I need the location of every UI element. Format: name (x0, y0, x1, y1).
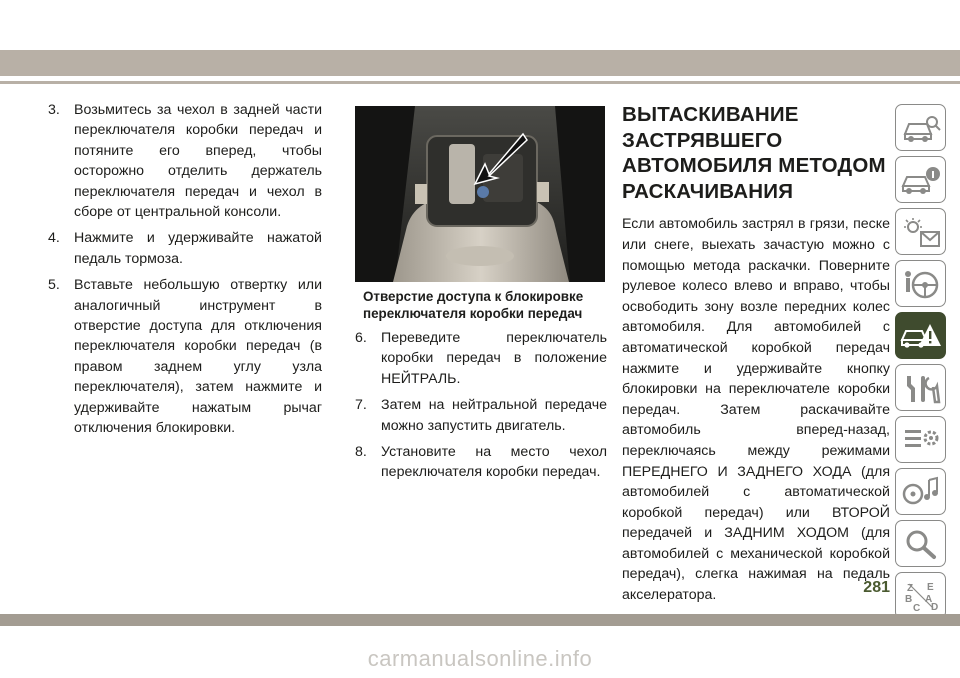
svg-text:E: E (926, 581, 934, 593)
tab-getting-to-know[interactable] (895, 156, 946, 203)
left-column (48, 100, 322, 445)
step-8 (355, 442, 607, 483)
chapter-tabs (895, 104, 948, 624)
step-text: Вставьте небольшую отвертку или аналогичный инструмент в отверстие доступа для отключения переключателя коробки передач (в правом заднем углу узла переключателя), затем нажмите и удерживайте нажатым рычаг отключения блокировки. (74, 277, 322, 437)
step-6 (355, 328, 607, 389)
tools-icon (901, 372, 941, 404)
svg-text:C: C (912, 602, 920, 612)
step-text: Возьмитесь за чехол в задней части переключателя коробки передач и потяните его вперед, чтобы осторожно отделить держатель переключателя передач и чехол в сборе от центральной консоли. (74, 102, 322, 221)
shifter-photo (355, 106, 605, 282)
tab-safety[interactable] (895, 260, 946, 307)
step-text: Установите на место чехол переключателя коробки передач. (381, 444, 607, 481)
step-number: 7. (355, 397, 367, 414)
car-info-icon (901, 164, 941, 196)
index-letters-icon (901, 580, 941, 612)
step-4 (48, 228, 322, 269)
step-text: Затем на нейтральной передаче можно запустить двигатель. (381, 397, 607, 434)
tab-customer-assistance[interactable] (895, 520, 946, 567)
step-5 (48, 275, 322, 438)
svg-text:D: D (930, 601, 938, 612)
step-number: 8. (355, 444, 367, 461)
tab-vehicle-overview[interactable] (895, 104, 946, 151)
car-search-icon (901, 112, 941, 144)
page-number: 281 (863, 579, 890, 596)
header-rule (0, 81, 960, 84)
step-number: 3. (48, 102, 60, 118)
photo-caption: Отверстие доступа к блокировке переключателя коробки передач (363, 289, 584, 321)
step-7 (355, 395, 607, 436)
music-nav-icon (901, 476, 941, 508)
step-number: 5. (48, 277, 60, 294)
watermark: carmanualsonline.info (367, 646, 593, 671)
step-text: Нажмите и удерживайте нажатой педаль тормоза. (74, 230, 322, 267)
section-body: Если автомобиль застрял в грязи, песке или снеге, выехать зачастую можно с помощью метода раскачки. Поверните рулевое колесо влево и вправо, чтобы освободить зону возле передних колес автомобиля. Для автомобилей с автоматической коробкой передач нажмите и удерживайте кнопку блокировки на переключателе коробки передач. Затем раскачивайте автомобиль вперед-назад, переключаясь между режимами ПЕРЕДНЕГО И ЗАДНЕГО ХОДА (для автомобилей с автоматической коробкой передач) или ВТОРОЙ передачей и ЗАДНИМ ХОДОМ (для автомобилей с механической коробкой передач), слегка нажимая на педаль акселератора. (622, 216, 890, 604)
tab-index[interactable] (895, 572, 946, 619)
middle-steps (355, 328, 607, 483)
footer-band (0, 614, 960, 626)
tab-servicing[interactable] (895, 364, 946, 411)
warning-lights-icon (901, 216, 941, 248)
right-column (622, 102, 890, 606)
step-3 (48, 100, 322, 222)
car-hazard-icon (900, 320, 942, 352)
steering-wheel-icon (901, 268, 941, 300)
step-number: 4. (48, 230, 60, 247)
step-text: Переведите переключатель коробки передач в положение НЕЙТРАЛЬ. (381, 330, 607, 387)
section-heading: ВЫТАСКИВАНИЕ ЗАСТРЯВШЕГО АВТОМОБИЛЯ МЕТОДОМ РАСКАЧИВАНИЯ (622, 103, 886, 203)
svg-text:A: A (924, 593, 932, 605)
svg-text:Z: Z (906, 582, 913, 594)
tab-emergency[interactable] (895, 312, 946, 359)
tab-instrument-panel[interactable] (895, 208, 946, 255)
middle-column (355, 106, 607, 489)
tab-specifications[interactable] (895, 416, 946, 463)
shifter-illustration (355, 106, 605, 282)
settings-list-icon (901, 424, 941, 456)
tab-multimedia[interactable] (895, 468, 946, 515)
header-band (0, 50, 960, 76)
magnifier-icon (901, 528, 941, 560)
svg-text:B: B (904, 593, 912, 605)
step-number: 6. (355, 330, 367, 346)
